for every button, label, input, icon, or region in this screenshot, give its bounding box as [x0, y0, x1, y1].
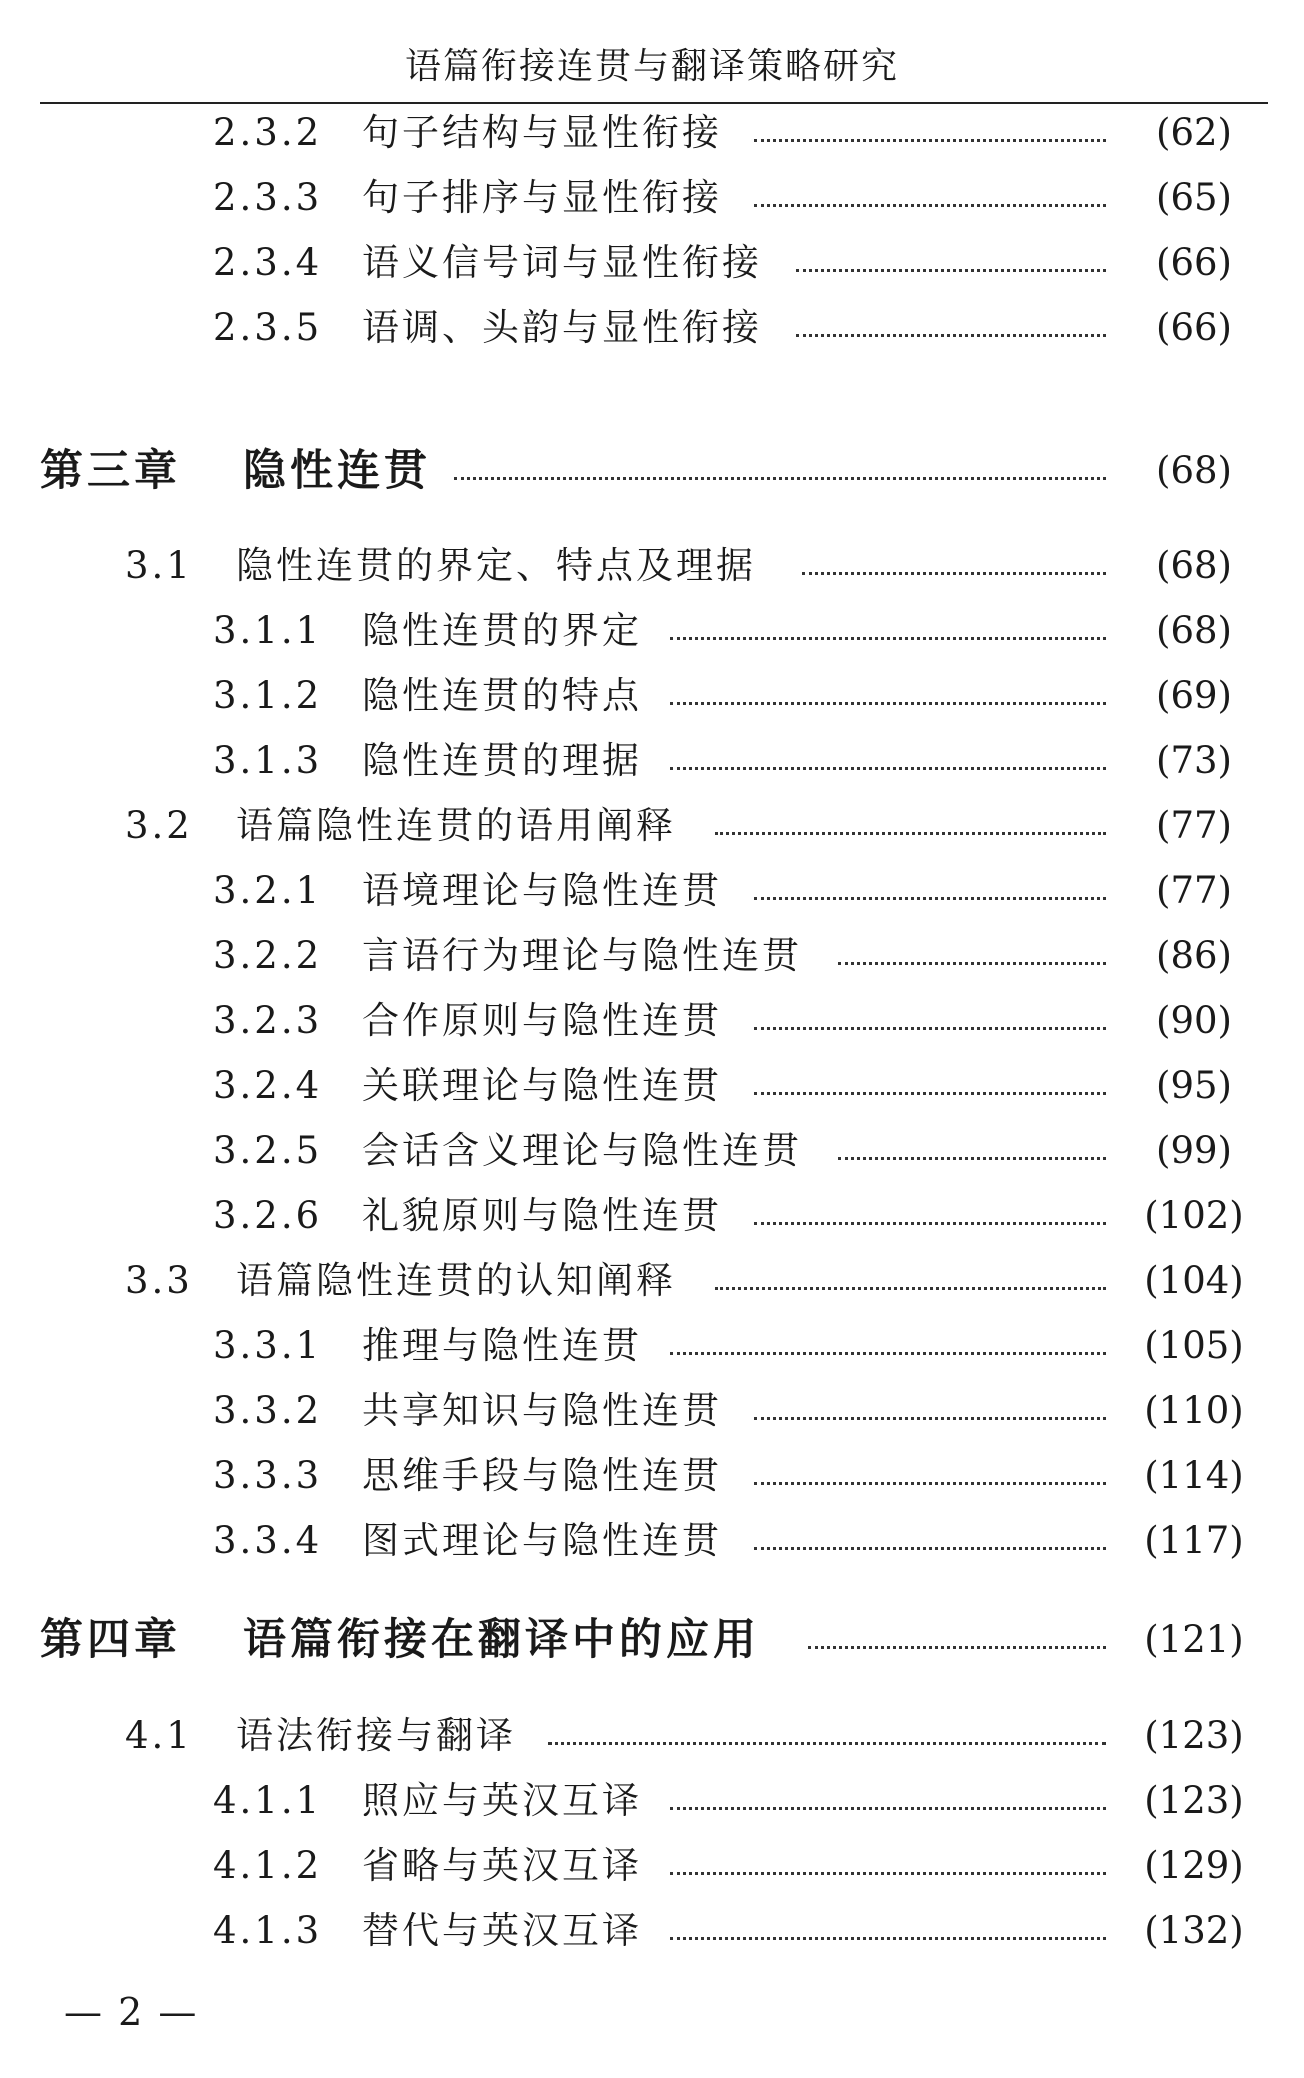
toc-number: 3.1.2 [213, 674, 323, 717]
toc-leader-dots [454, 477, 1106, 480]
toc-title: 合作原则与隐性连贯 [362, 999, 722, 1042]
toc-page-number: (117) [1144, 1519, 1244, 1562]
toc-title: 隐性连贯的特点 [362, 674, 642, 717]
toc-page-number: (110) [1144, 1389, 1244, 1432]
toc-number: 3.2.1 [213, 869, 323, 912]
toc-page-number: (121) [1144, 1618, 1244, 1661]
toc-title: 隐性连贯的界定 [362, 609, 642, 652]
toc-page-number: (73) [1156, 739, 1232, 782]
toc-leader-dots [670, 637, 1106, 640]
toc-leader-dots [754, 204, 1106, 207]
toc-number: 4.1.1 [213, 1779, 323, 1822]
toc-entry-3-1 [0, 538, 1304, 594]
toc-page-number: (68) [1156, 449, 1232, 492]
toc-title: 语篇隐性连贯的语用阐释 [236, 804, 676, 847]
toc-entry-2-3-4 [0, 235, 1304, 291]
toc-title: 语义信号词与显性衔接 [362, 241, 762, 284]
toc-entry-3-2-3 [0, 993, 1304, 1049]
chapter-title: 语篇衔接在翻译中的应用 [243, 1615, 760, 1665]
toc-title: 礼貌原则与隐性连贯 [362, 1194, 722, 1237]
toc-leader-dots [796, 334, 1106, 337]
toc-title: 替代与英汉互译 [362, 1909, 642, 1952]
toc-leader-dots [754, 1092, 1106, 1095]
toc-entry-3-2-6 [0, 1188, 1304, 1244]
toc-page-number: (69) [1156, 674, 1232, 717]
toc-leader-dots [670, 1352, 1106, 1355]
toc-title: 关联理论与隐性连贯 [362, 1064, 722, 1107]
toc-number: 3.2.6 [213, 1194, 323, 1237]
toc-number: 3.3.3 [213, 1454, 323, 1497]
toc-number: 3.3.4 [213, 1519, 323, 1562]
toc-page-number: (123) [1144, 1779, 1244, 1822]
toc-title: 句子结构与显性衔接 [362, 111, 722, 154]
toc-leader-dots [802, 572, 1106, 575]
toc-page-number: (99) [1156, 1129, 1232, 1172]
toc-title: 语调、头韵与显性衔接 [362, 306, 762, 349]
toc-page-number: (102) [1144, 1194, 1244, 1237]
toc-title: 会话含义理论与隐性连贯 [362, 1129, 802, 1172]
toc-page-number: (132) [1144, 1909, 1244, 1952]
toc-leader-dots [754, 897, 1106, 900]
toc-page-number: (114) [1144, 1454, 1244, 1497]
toc-entry-3-3 [0, 1253, 1304, 1309]
toc-leader-dots [715, 832, 1106, 835]
toc-entry-3-2-4 [0, 1058, 1304, 1114]
toc-title: 语境理论与隐性连贯 [362, 869, 722, 912]
toc-leader-dots [796, 269, 1106, 272]
footer-page-number: — 2 — [64, 1990, 199, 2034]
toc-page-number: (68) [1156, 609, 1232, 652]
toc-entry-3-3-4 [0, 1513, 1304, 1569]
toc-page-number: (62) [1156, 111, 1232, 154]
toc-number: 2.3.5 [213, 306, 323, 349]
toc-title: 推理与隐性连贯 [362, 1324, 642, 1367]
toc-entry-2-3-3 [0, 170, 1304, 226]
toc-leader-dots [548, 1742, 1106, 1745]
toc-entry-2-3-2 [0, 105, 1304, 161]
toc-entry-3-2-5 [0, 1123, 1304, 1179]
running-header: 语篇衔接连贯与翻译策略研究 [404, 46, 899, 87]
toc-page-number: (77) [1156, 804, 1232, 847]
toc-entry-3-3-2 [0, 1383, 1304, 1439]
toc-leader-dots [808, 1646, 1106, 1649]
toc-number: 2.3.3 [213, 176, 323, 219]
toc-number: 2.3.2 [213, 111, 323, 154]
toc-number: 3.2.5 [213, 1129, 323, 1172]
header-divider [40, 102, 1268, 104]
toc-page-number: (77) [1156, 869, 1232, 912]
toc-number: 3.1.3 [213, 739, 323, 782]
toc-page-number: (66) [1156, 306, 1232, 349]
toc-title: 语篇隐性连贯的认知阐释 [236, 1259, 676, 1302]
toc-entry-3-2-1 [0, 863, 1304, 919]
toc-entry-4-1-3 [0, 1903, 1304, 1959]
toc-title: 语法衔接与翻译 [236, 1714, 516, 1757]
toc-leader-dots [754, 1027, 1106, 1030]
toc-page-number: (123) [1144, 1714, 1244, 1757]
toc-number: 3.2.4 [213, 1064, 323, 1107]
toc-entry-4-1-1 [0, 1773, 1304, 1829]
toc-leader-dots [754, 1482, 1106, 1485]
toc-page-number: (105) [1144, 1324, 1244, 1367]
toc-page-number: (104) [1144, 1259, 1244, 1302]
toc-entry-3-2-2 [0, 928, 1304, 984]
toc-page-number: (95) [1156, 1064, 1232, 1107]
toc-chapter-4 [0, 1612, 1304, 1668]
chapter-number: 第三章 [40, 446, 181, 496]
toc-page-number: (66) [1156, 241, 1232, 284]
toc-leader-dots [670, 767, 1106, 770]
toc-leader-dots [670, 1937, 1106, 1940]
toc-page-number: (129) [1144, 1844, 1244, 1887]
toc-entry-2-3-5 [0, 300, 1304, 356]
toc-entry-3-2 [0, 798, 1304, 854]
toc-leader-dots [754, 1417, 1106, 1420]
toc-leader-dots [838, 1157, 1106, 1160]
toc-entry-4-1 [0, 1708, 1304, 1764]
toc-entry-3-3-1 [0, 1318, 1304, 1374]
toc-leader-dots [670, 702, 1106, 705]
toc-number: 3.1 [125, 544, 193, 587]
toc-title: 隐性连贯的界定、特点及理据 [236, 544, 756, 587]
toc-title: 共享知识与隐性连贯 [362, 1389, 722, 1432]
toc-leader-dots [670, 1807, 1106, 1810]
toc-entry-3-1-1 [0, 603, 1304, 659]
toc-leader-dots [754, 1547, 1106, 1550]
toc-entry-3-3-3 [0, 1448, 1304, 1504]
toc-number: 3.2.2 [213, 934, 323, 977]
toc-number: 4.1.3 [213, 1909, 323, 1952]
toc-number: 3.3.1 [213, 1324, 323, 1367]
chapter-title: 隐性连贯 [243, 446, 431, 496]
toc-leader-dots [670, 1872, 1106, 1875]
toc-page-number: (90) [1156, 999, 1232, 1042]
toc-title: 照应与英汉互译 [362, 1779, 642, 1822]
toc-number: 3.2 [125, 804, 193, 847]
toc-leader-dots [715, 1287, 1106, 1290]
toc-number: 3.3.2 [213, 1389, 323, 1432]
toc-title: 句子排序与显性衔接 [362, 176, 722, 219]
toc-title: 隐性连贯的理据 [362, 739, 642, 782]
toc-leader-dots [754, 1222, 1106, 1225]
toc-leader-dots [754, 139, 1106, 142]
toc-title: 思维手段与隐性连贯 [362, 1454, 722, 1497]
toc-number: 3.3 [125, 1259, 193, 1302]
toc-leader-dots [838, 962, 1106, 965]
toc-page-number: (65) [1156, 176, 1232, 219]
toc-entry-4-1-2 [0, 1838, 1304, 1894]
toc-chapter-3 [0, 443, 1304, 499]
toc-page-number: (68) [1156, 544, 1232, 587]
chapter-number: 第四章 [40, 1615, 181, 1665]
toc-number: 2.3.4 [213, 241, 323, 284]
toc-title: 图式理论与隐性连贯 [362, 1519, 722, 1562]
toc-entry-3-1-3 [0, 733, 1304, 789]
toc-title: 省略与英汉互译 [362, 1844, 642, 1887]
toc-number: 4.1 [125, 1714, 193, 1757]
toc-title: 言语行为理论与隐性连贯 [362, 934, 802, 977]
toc-number: 4.1.2 [213, 1844, 323, 1887]
toc-number: 3.2.3 [213, 999, 323, 1042]
toc-entry-3-1-2 [0, 668, 1304, 724]
toc-page-number: (86) [1156, 934, 1232, 977]
toc-number: 3.1.1 [213, 609, 323, 652]
